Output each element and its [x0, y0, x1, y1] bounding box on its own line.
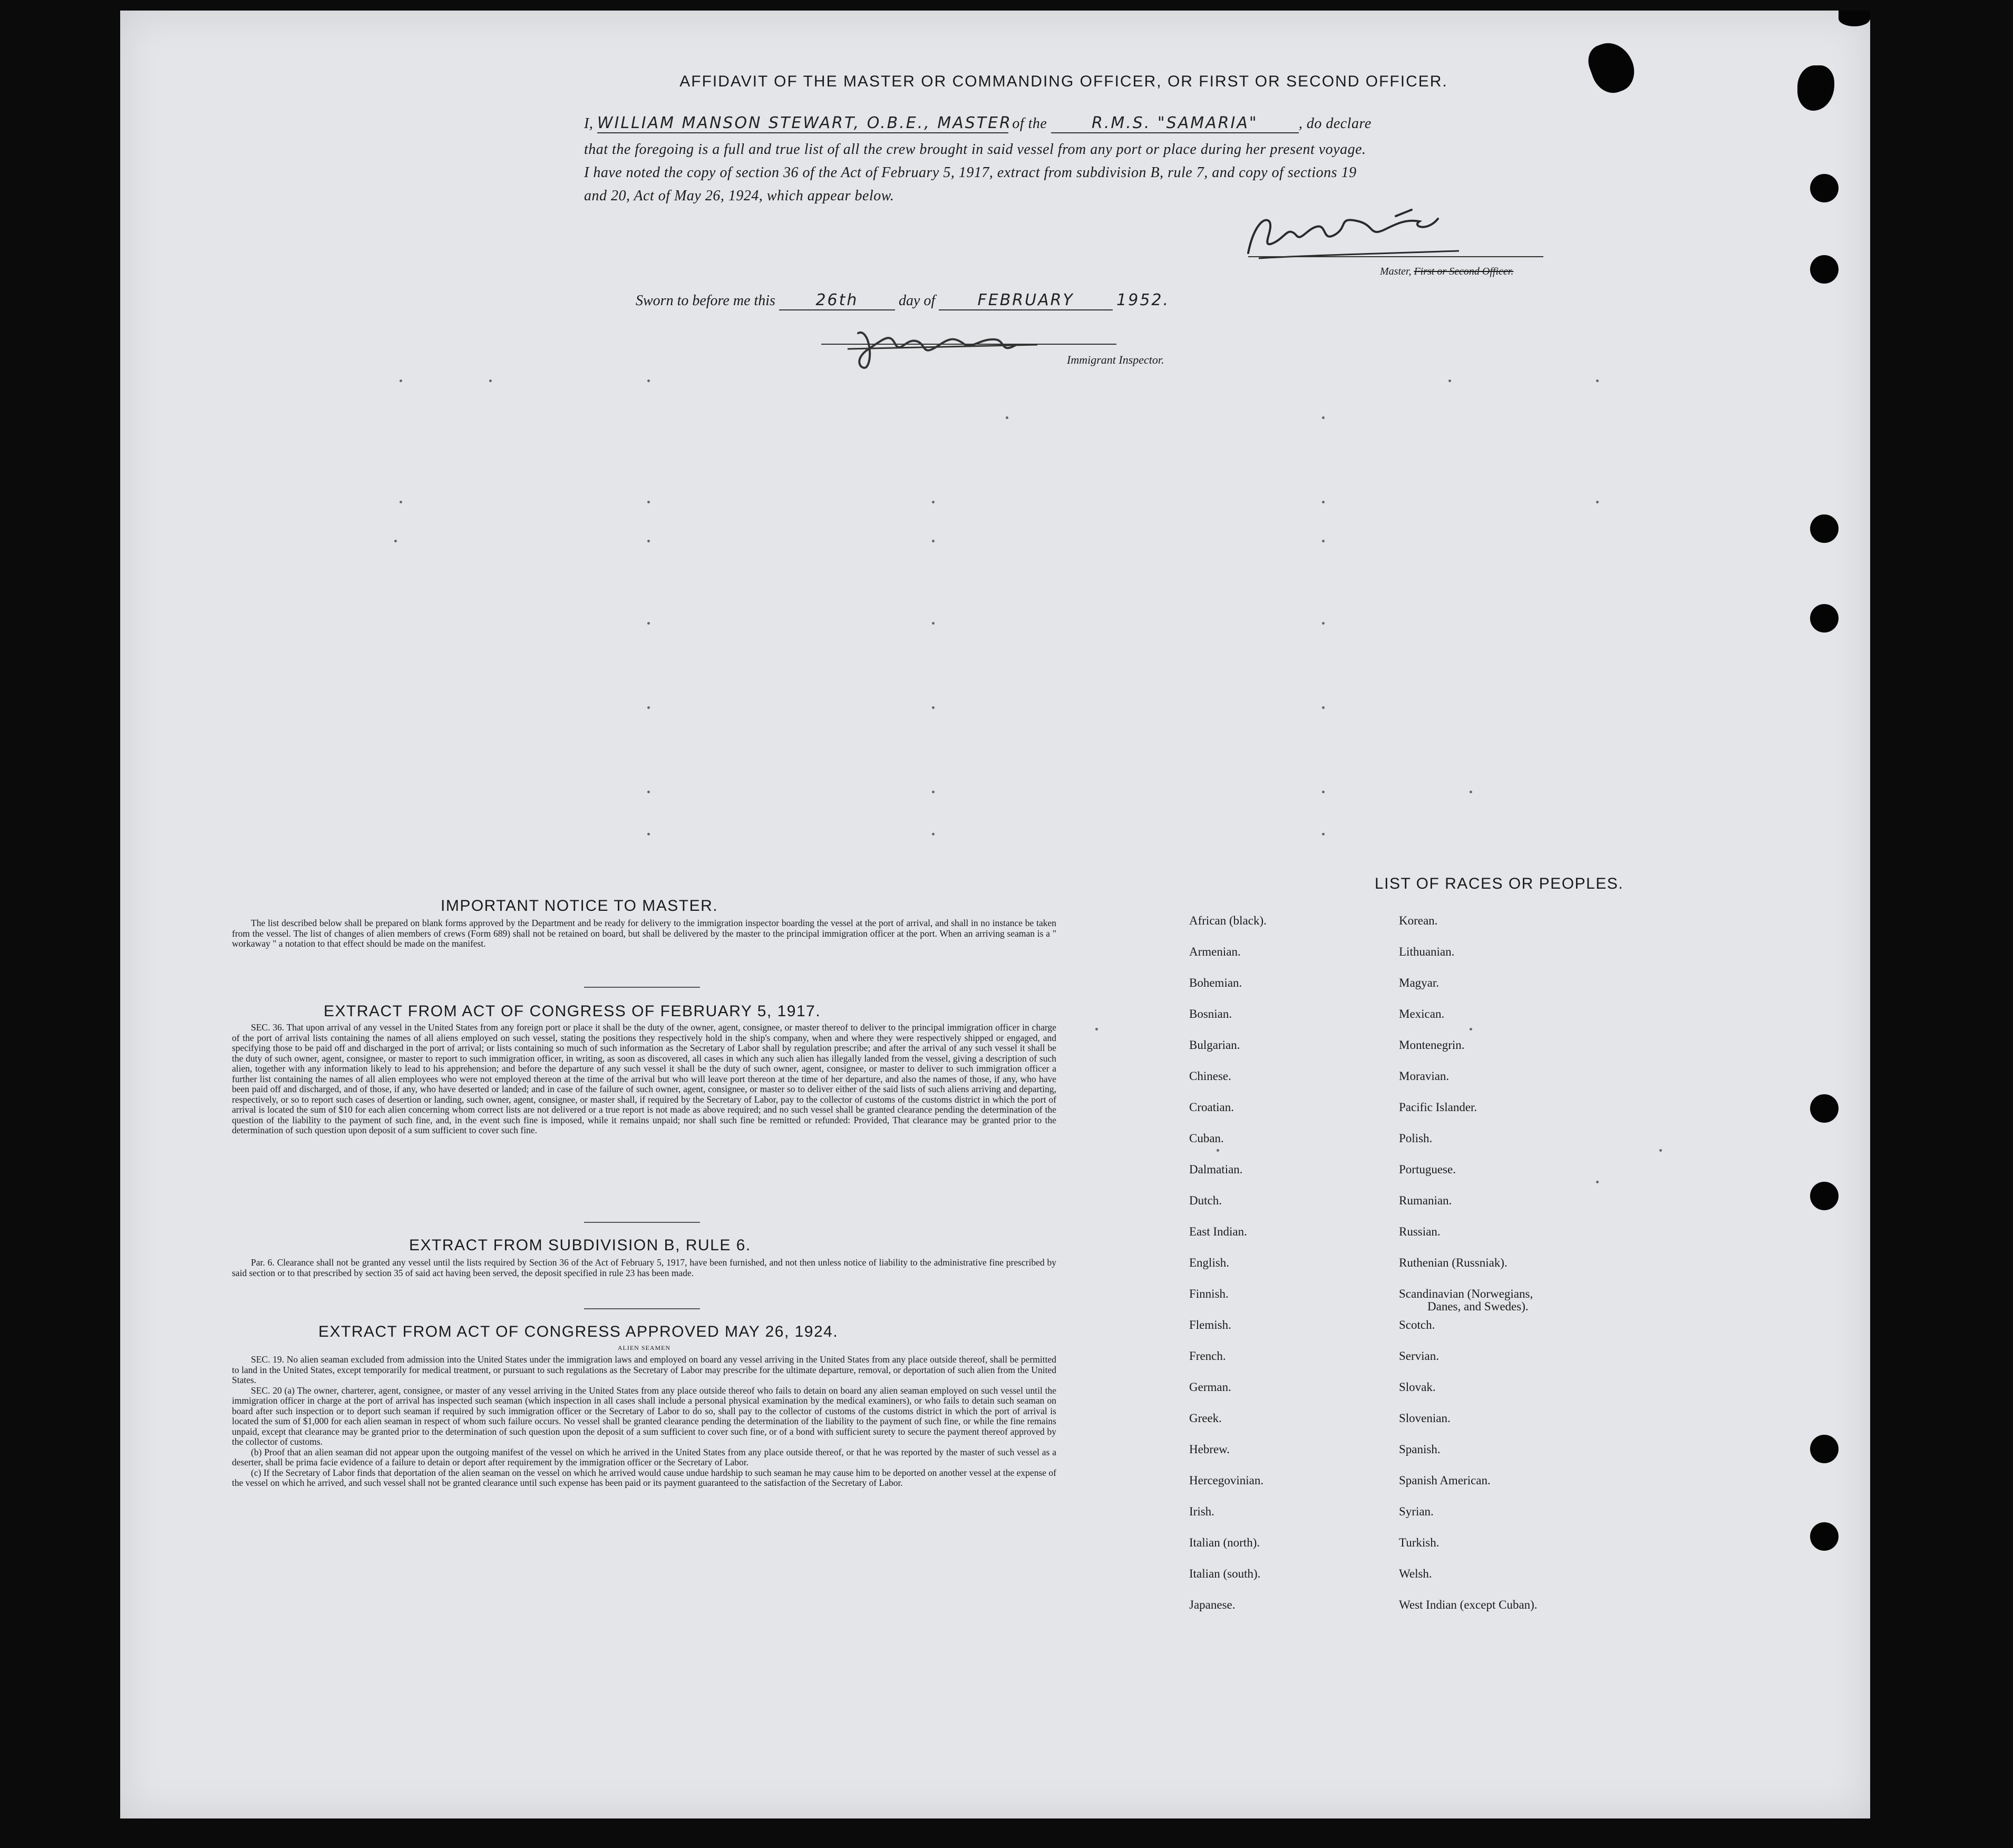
form-dot [1322, 540, 1325, 542]
race-item: Flemish. [1189, 1318, 1231, 1331]
extract-1917-title: EXTRACT FROM ACT OF CONGRESS OF FEBRUARY 5, 1917. [324, 1003, 821, 1020]
race-item: Spanish. [1399, 1443, 1441, 1456]
race-item: Italian (south). [1189, 1567, 1261, 1580]
master-name-field: WILLIAM MANSON STEWART, O.B.E., MASTER [597, 114, 1012, 132]
sec-19-paragraph: SEC. 19. No alien seaman excluded from admission into the United States under the immigration laws and employed on board any vessel arriving in the United States from any place outside thereof, shall be permitted to land in the United States, except temporarily for medical treatment, or pursuant to such regulations as the Secretary of Labor may prescribe for the ultimate departure, removal, or deportation of such alien from the United States. [232, 1354, 1056, 1385]
subdivision-b-body [232, 1258, 1056, 1278]
sec-20b-paragraph: (b) Proof that an alien seaman did not appear upon the outgoing manifest of the vessel on which he arrived in the United States from any place outside thereof, or that he was reported by the master of such vessel as a deserter, shall be prima facie evidence of a failure to detain or deport after requirement by the immigration officer or the Secretary of Labor. [232, 1446, 1056, 1467]
form-dot [1596, 501, 1599, 503]
form-dot [932, 622, 935, 625]
punch-hole [1810, 1182, 1839, 1210]
extract-1924-body [232, 1355, 1056, 1489]
affidavit-line-4: and 20, Act of May 26, 1924, which appear below. [584, 188, 894, 204]
form-dot [932, 501, 935, 503]
form-dot [1006, 416, 1008, 419]
affidavit-pronoun: I, [584, 115, 594, 132]
form-dot [647, 706, 650, 709]
race-item: Portuguese. [1399, 1163, 1456, 1176]
race-item: Dalmatian. [1189, 1163, 1243, 1176]
form-dot [932, 706, 935, 709]
sworn-line [636, 291, 1170, 310]
race-item: Hebrew. [1189, 1443, 1230, 1456]
form-dot [1470, 791, 1472, 793]
inspector-signature [837, 317, 1058, 375]
form-dot [1095, 1028, 1098, 1030]
form-dot [647, 501, 650, 503]
subdivision-b-paragraph: Par. 6. Clearance shall not be granted any vessel until the lists required by Section 36 of the Act of February 5, 1917, have been furnished, and not then unless notice of liability to the administrative fine prescribed by said section or to that prescribed by section 35 of said act having been served, the deposit specified in rule 23 has been made. [232, 1257, 1056, 1278]
form-dot [647, 791, 650, 793]
form-dot [647, 540, 650, 542]
extract-1917-paragraph: SEC. 36. That upon arrival of any vessel in the United States from any foreign port or place it shall be the duty of the owner, agent, consignee, or master thereof to deliver to the principal immigration officer in charge of the port of arrival lists containing the names of all aliens employed on such vessel, stating the positions they respectively hold in the ship's company, when and where they were respectively shipped or engaged, and specifying those to be paid off and discharged in the port of arrival; or lists containing so much of such information as the Secretary of Labor shall by regulation prescribe; and after the arrival of any such vessel it shall be the duty of such owner, agent, consignee, or master to report to such immigration officer, in writing, as soon as discovered, all cases in which any such alien has illegally landed from the vessel, giving a description of such alien, together with any information likely to lead to his apprehension; and before the departure of any such vessel it shall be the duty of such owner, agent, consignee, or master to deliver to such immigration officer a further list containing the names of all alien employees who were not employed thereon at the time of the arrival but who will leave port thereon at the time of her departure, and also the names of those, if any, who have been paid off and discharged, and of those, if any, who have deserted or landed; and in case of the failure of such owner, agent, consignee, or master so to deliver either of the said lists of such aliens arriving and departing, respectively, or so to report such cases of desertion or landing, such owner, agent, consignee, or master shall, if required by the Secretary of Labor, pay to the collector of customs of the customs district in which the port of arrival is located the sum of $10 for each alien concerning whom correct lists are not delivered or a true report is not made as above required; and no such vessel shall be granted clearance pending the determination of the question of the liability to the payment of such fine, and, in the event such fine is imposed, while it remains unpaid; nor shall such fine be remitted or refunded: Provided, That clearance may be granted prior to the determination of such question upon deposit of a sum sufficient to cover such fine. [232, 1022, 1056, 1135]
race-item: Servian. [1399, 1349, 1440, 1363]
vessel-name-field: R.M.S. "SAMARIA" [1051, 114, 1299, 133]
sec-20a-paragraph: SEC. 20 (a) The owner, charterer, agent, consignee, or master of any vessel arriving in the United States from any place outside thereof who fails to detain on board any alien seaman employed on such vessel until the immigration officer in charge at the port of arrival has inspected such seaman (which inspection in all cases shall include a personal physical examination by the medical examiners), or who fails to detain such seaman on board after such inspection or to deport such seaman if required by such immigration officer or the Secretary of Labor to do so, shall pay to the collector of customs of the customs district in which the port of arrival is located the sum of $1,000 for each alien seaman in respect of whom such failure occurs. No vessel shall be granted clearance pending the determination of the liability to the payment of such fine, or while the fine remains unpaid, except that clearance may be granted prior to the determination of such question upon the deposit of a sum sufficient to cover such fine, or of a bond with sufficient surety to secure the payment thereof approved by the collector of customs. [232, 1385, 1056, 1447]
form-dot [394, 540, 397, 542]
race-item: Slovenian. [1399, 1412, 1451, 1425]
races-title: LIST OF RACES OR PEOPLES. [1375, 875, 1624, 892]
form-dot [1322, 833, 1325, 835]
form-dot [647, 833, 650, 835]
master-signature [1238, 206, 1470, 264]
form-dot [1322, 791, 1325, 793]
race-item: Scotch. [1399, 1318, 1435, 1331]
race-item: Scandinavian (Norwegians, [1399, 1287, 1533, 1300]
form-dot [932, 791, 935, 793]
affidavit-declare: , do declare [1298, 115, 1372, 132]
race-item: Armenian. [1189, 945, 1241, 958]
section-divider [584, 987, 700, 988]
sworn-month-field: FEBRUARY [939, 291, 1113, 310]
form-dot [1596, 1181, 1599, 1183]
race-item: Rumanian. [1399, 1194, 1452, 1207]
race-item: Lithuanian. [1399, 945, 1455, 958]
race-item: English. [1189, 1256, 1230, 1269]
race-item: Pacific Islander. [1399, 1101, 1477, 1114]
form-dot [1448, 380, 1451, 382]
race-item: French. [1189, 1349, 1226, 1363]
alien-seamen-subtitle: ALIEN SEAMEN [617, 1344, 671, 1351]
race-item: Korean. [1399, 914, 1438, 927]
race-item: Spanish American. [1399, 1474, 1491, 1487]
form-dot [932, 833, 935, 835]
punch-hole [1810, 255, 1839, 284]
race-item: Bulgarian. [1189, 1038, 1240, 1052]
punch-hole [1810, 174, 1839, 202]
punch-hole [1810, 1094, 1839, 1123]
master-caption [1380, 266, 1513, 278]
document-page [120, 11, 1870, 1818]
race-item: East Indian. [1189, 1225, 1247, 1238]
sworn-day-field: 26th [779, 291, 895, 310]
inspector-caption: Immigrant Inspector. [1067, 353, 1164, 366]
subdivision-b-title: EXTRACT FROM SUBDIVISION B, RULE 6. [409, 1237, 751, 1254]
notice-body [232, 918, 1056, 949]
punch-hole [1810, 514, 1839, 543]
corner-tear [1839, 11, 1870, 26]
notice-title: IMPORTANT NOTICE TO MASTER. [441, 897, 718, 915]
form-dot [1470, 1028, 1472, 1030]
affidavit-of-the: of the [1012, 115, 1047, 132]
race-item: Bosnian. [1189, 1007, 1232, 1020]
form-dot [1322, 501, 1325, 503]
race-item: Greek. [1189, 1412, 1222, 1425]
race-item: Japanese. [1189, 1598, 1236, 1611]
race-item: Chinese. [1189, 1069, 1231, 1083]
notice-paragraph: The list described below shall be prepared on blank forms approved by the Department and be ready for delivery to the immigration inspector boarding the vessel at the port of arrival, and shall in no instance be taken from the vessel. The list of changes of alien members of crews (Form 689) shall not be retained on board, but shall be delivered by the master to the principal immigration officer at the port. When an arriving seaman is a " workaway " a notation to that effect should be made on the manifest. [232, 918, 1056, 949]
torn-spot [1797, 65, 1834, 111]
affidavit-line-2: that the foregoing is a full and true list of all the crew brought in said vessel from any port or place during her present voyage. [584, 141, 1366, 158]
affidavit-title: AFFIDAVIT OF THE MASTER OR COMMANDING OFFICER, OR FIRST OR SECOND OFFICER. [679, 73, 1448, 90]
race-item: Russian. [1399, 1225, 1441, 1238]
form-dot [1659, 1149, 1662, 1152]
race-item: Hercegovinian. [1189, 1474, 1264, 1487]
section-divider [584, 1222, 700, 1223]
master-caption-label: Master, [1380, 266, 1412, 277]
affidavit-line-3: I have noted the copy of section 36 of the Act of February 5, 1917, extract from subdivision B, rule 7, and copy of sections 19 [584, 164, 1357, 181]
form-dot [400, 380, 402, 382]
form-dot [400, 501, 402, 503]
race-item: Irish. [1189, 1505, 1214, 1518]
race-item: Welsh. [1399, 1567, 1432, 1580]
form-dot [1322, 622, 1325, 625]
sworn-year-field: 1952. [1116, 291, 1170, 309]
affidavit-line-1 [584, 114, 1372, 133]
race-item-continuation: Danes, and Swedes). [1427, 1300, 1529, 1313]
form-dot [1322, 416, 1325, 419]
race-item: Montenegrin. [1399, 1038, 1465, 1052]
form-dot [647, 622, 650, 625]
race-item: Syrian. [1399, 1505, 1434, 1518]
race-item: German. [1189, 1380, 1231, 1394]
race-item: African (black). [1189, 914, 1267, 927]
race-item: Finnish. [1189, 1287, 1229, 1300]
race-item: Mexican. [1399, 1007, 1445, 1020]
extract-1924-title: EXTRACT FROM ACT OF CONGRESS APPROVED MAY 26, 1924. [318, 1323, 839, 1340]
punch-hole [1810, 604, 1839, 633]
sec-20c-paragraph: (c) If the Secretary of Labor finds that deportation of the alien seaman on the vessel on which he arrived would cause undue hardship to such seaman he may cause him to be deported on another vessel at the expense of the vessel on which he arrived, and such vessel shall not be granted clearance until such expense has been paid or its payment guaranteed to the satisfaction of the Secretary of Labor. [232, 1467, 1056, 1488]
sworn-day-of-label: day of [898, 293, 936, 309]
race-item: Bohemian. [1189, 976, 1242, 989]
form-dot [1596, 380, 1599, 382]
race-item: West Indian (except Cuban). [1399, 1598, 1538, 1611]
race-item: Turkish. [1399, 1536, 1440, 1549]
form-dot [1217, 1149, 1219, 1152]
form-dot [932, 540, 935, 542]
punch-hole [1810, 1522, 1839, 1551]
race-item: Moravian. [1399, 1069, 1450, 1083]
struck-officer-label: First or Second Officer. [1414, 266, 1514, 277]
race-item: Ruthenian (Russniak). [1399, 1256, 1508, 1269]
race-item: Croatian. [1189, 1101, 1234, 1114]
sworn-label: Sworn to before me this [636, 293, 775, 309]
master-signature-line [1248, 256, 1543, 257]
form-dot [647, 380, 650, 382]
race-item: Italian (north). [1189, 1536, 1260, 1549]
race-item: Magyar. [1399, 976, 1440, 989]
punch-hole [1810, 1435, 1839, 1463]
form-dot [1322, 706, 1325, 709]
race-item: Cuban. [1189, 1132, 1224, 1145]
inspector-signature-line [821, 344, 1116, 345]
form-dot [489, 380, 492, 382]
race-item: Polish. [1399, 1132, 1433, 1145]
race-item: Dutch. [1189, 1194, 1222, 1207]
torn-spot [1583, 36, 1640, 99]
race-item: Slovak. [1399, 1380, 1436, 1394]
section-divider [584, 1308, 700, 1309]
extract-1917-body [232, 1023, 1056, 1136]
